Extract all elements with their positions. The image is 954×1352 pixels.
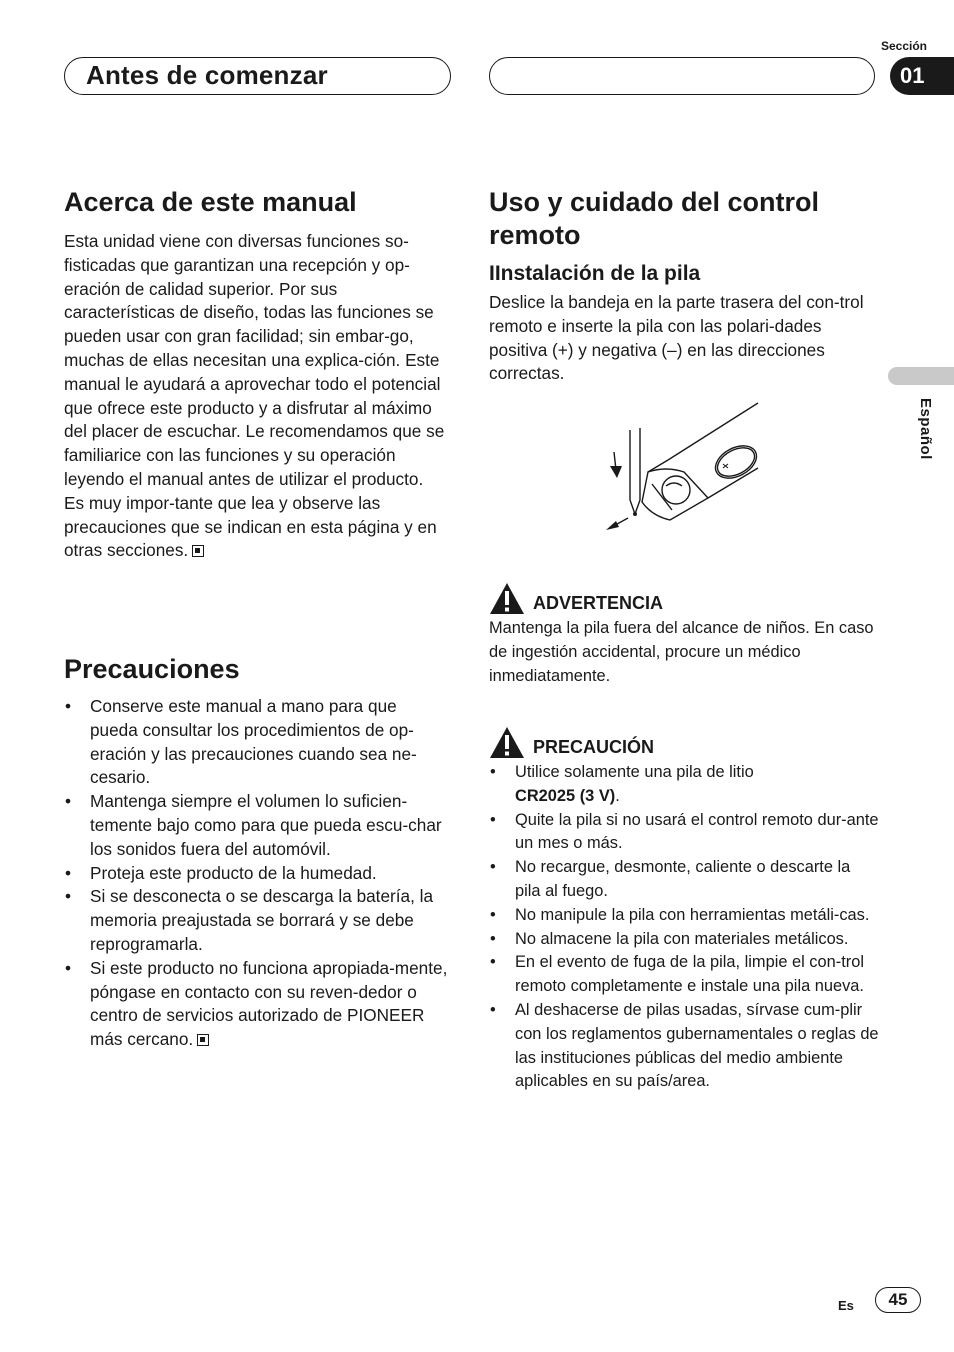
remote-care-heading: Uso y cuidado del control remoto: [489, 187, 820, 250]
header-blank-box: [489, 57, 875, 95]
caution-section: [489, 726, 879, 1094]
list-item: • No recargue, desmonte, caliente o descarte la pila al fuego.: [489, 856, 879, 904]
about-manual-heading: Acerca de este manual: [64, 187, 357, 217]
section-number-tab: 01: [890, 57, 954, 95]
caution-list: [489, 761, 879, 1094]
battery-install-body: Deslice la bandeja en la parte trasera del con-trol remoto e inserte la pila con las polari-dades positiva (+) y negativa (–) en las direcciones correctas.: [489, 292, 864, 384]
list-item: • No manipule la pila con herramientas metáli-cas.: [489, 904, 879, 928]
about-manual-section: [64, 186, 448, 563]
battery-installation-illustration: [600, 400, 765, 545]
warning-triangle-icon: [489, 582, 525, 615]
about-manual-text: Esta unidad viene con diversas funciones so-fisticadas que garantizan una recepción y op-eración de calidad superior. Por sus características de diseño, todas las funciones se pueden usar con gran facilidad; sin embar-go, muchas de ellas necesitan una explica-ción. Este manual le ayudará a aprovechar todo el potencial que ofrece este producto y a disfrutar al máximo del placer de escuchar. Le recomendamos que se familiarice con las funciones y su operación leyendo el manual antes de utilizar el producto. Es muy impor-tante que lea y observe las precauciones que se indican en esta página y en otras secciones.: [64, 231, 445, 561]
list-item: • Si se desconecta o se descarga la batería, la memoria preajustada se borrará y se debe reprogramarla.: [64, 885, 448, 956]
warning-section: [489, 582, 879, 688]
list-item: [64, 957, 448, 1052]
precautions-section: [64, 653, 448, 1052]
language-label: Español: [917, 398, 934, 460]
caution-triangle-icon: [489, 726, 525, 759]
list-item: • Mantenga siempre el volumen lo suficien-temente bajo como para que pueda escu-char los sonidos fuera del automóvil.: [64, 790, 448, 861]
list-item: • Quite la pila si no usará el control remoto dur-ante un mes o más.: [489, 809, 879, 857]
header-title-box: [64, 57, 451, 95]
battery-install-subheading: IInstalación de la pila: [489, 262, 701, 285]
caution-title: PRECAUCIÓN: [533, 737, 655, 757]
list-item: [489, 761, 879, 809]
list-item-text: Si este producto no funciona apropiada-mente, póngase en contacto con su reven-dedor o centro de servicios autorizado de PIONEER más cercano.: [90, 957, 448, 1050]
list-item: • En el evento de fuga de la pila, limpie el con-trol remoto completamente e instale una pila nueva.: [489, 951, 879, 999]
about-manual-body: [64, 230, 448, 563]
caution-header: [489, 726, 879, 759]
list-item-text: Utilice solamente una pila de litio: [515, 763, 754, 781]
warning-header: [489, 582, 879, 615]
list-item: • Proteja este producto de la humedad.: [64, 862, 448, 886]
battery-model: CR2025 (3 V): [515, 786, 616, 805]
list-item: • Al deshacerse de pilas usadas, sírvase cum-plir con los reglamentos gubernamentales o reglas de las instituciones públicas del medio ambiente aplicables en su país/area.: [489, 999, 879, 1094]
remote-care-section: [489, 186, 879, 386]
end-mark-icon: [197, 1034, 209, 1046]
warning-title: ADVERTENCIA: [533, 593, 664, 613]
page-number: 45: [875, 1287, 921, 1313]
precautions-heading: Precauciones: [64, 654, 240, 684]
list-item: • No almacene la pila con materiales metálicos.: [489, 928, 879, 952]
warning-body: Mantenga la pila fuera del alcance de niños. En caso de ingestión accidental, procure un médico inmediatamente.: [489, 619, 874, 685]
list-item-end: .: [615, 786, 620, 805]
page-header-title: Antes de comenzar: [86, 60, 328, 90]
section-label: Sección: [880, 39, 927, 53]
footer-language-code: Es: [838, 1298, 854, 1313]
list-item: • Conserve este manual a mano para que pueda consultar los procedimientos de op-eración y las precauciones cuando sea ne-cesario.: [64, 695, 448, 790]
precautions-list: [64, 695, 448, 1052]
end-mark-icon: [192, 545, 204, 557]
language-tab-marker: [888, 367, 954, 385]
